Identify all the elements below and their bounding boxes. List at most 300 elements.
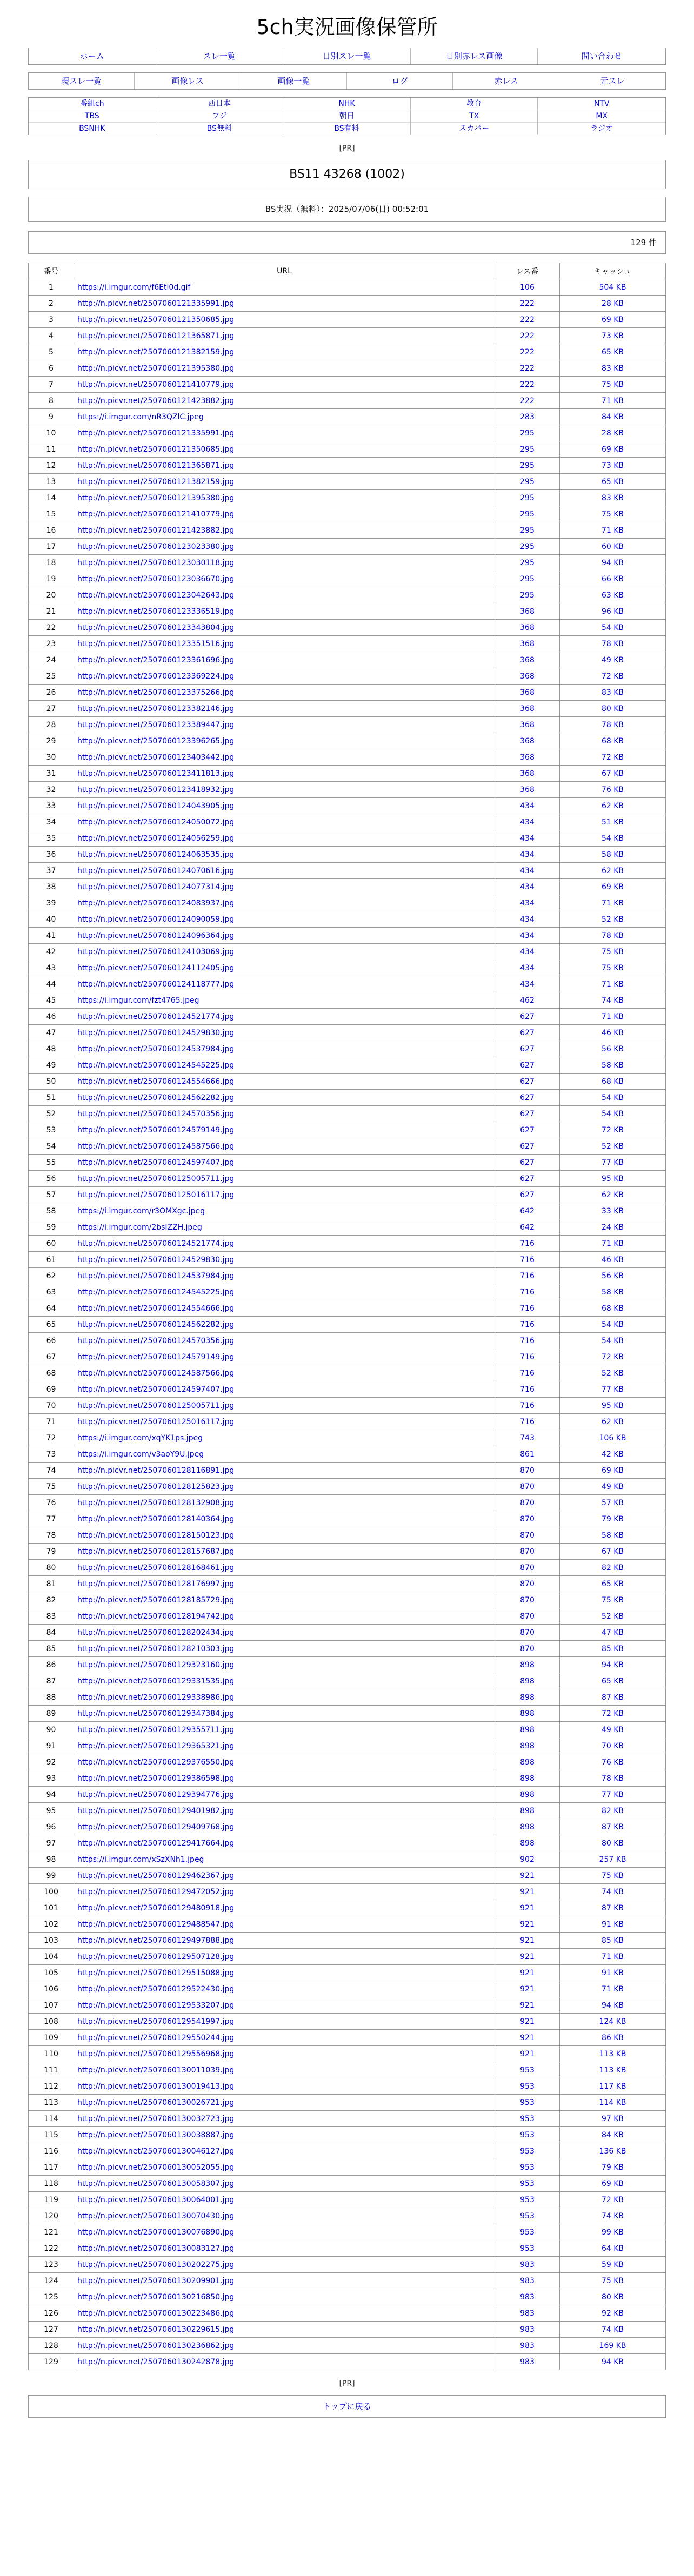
row-url-link[interactable]: http://n.picvr.net/2507060128176997.jpg [77,1579,235,1588]
row-reply-number-link[interactable]: 716 [520,1304,535,1313]
row-cache-link[interactable]: 71 KB [601,980,624,989]
row-reply-number-link[interactable]: 921 [520,1984,535,1994]
back-to-top-link[interactable]: トップに戻る [323,2401,371,2411]
row-reply-number-link[interactable]: 983 [520,2325,535,2334]
row-reply-number-link[interactable]: 222 [520,331,535,340]
row-reply-number-link[interactable]: 295 [520,574,535,583]
row-url-link[interactable]: http://n.picvr.net/2507060129550244.jpg [77,2033,235,2042]
row-cache-link[interactable]: 71 KB [601,526,624,535]
row-cache-link[interactable]: 71 KB [601,1984,624,1994]
row-reply-number-link[interactable]: 295 [520,526,535,535]
row-cache-link[interactable]: 94 KB [601,558,624,567]
row-url-link[interactable]: http://n.picvr.net/2507060121423882.jpg [77,396,235,405]
row-reply-number-link[interactable]: 627 [520,1125,535,1135]
row-cache-link[interactable]: 94 KB [601,1660,624,1669]
row-url-link[interactable]: http://n.picvr.net/2507060130011039.jpg [77,2065,235,2075]
row-url-link[interactable]: http://n.picvr.net/2507060123403442.jpg [77,753,235,762]
channel-item[interactable]: スカパー [411,123,538,135]
row-reply-number-link[interactable]: 627 [520,1044,535,1054]
row-reply-number-link[interactable]: 295 [520,461,535,470]
row-cache-link[interactable]: 72 KB [601,1352,624,1361]
row-url-link[interactable]: http://n.picvr.net/2507060129365321.jpg [77,1741,235,1750]
row-url-link[interactable]: http://n.picvr.net/2507060124056259.jpg [77,834,235,843]
row-reply-number-link[interactable]: 921 [520,2017,535,2026]
row-cache-link[interactable]: 74 KB [601,996,624,1005]
row-cache-link[interactable]: 75 KB [601,1595,624,1605]
row-reply-number-link[interactable]: 716 [520,1255,535,1264]
row-cache-link[interactable]: 74 KB [601,2211,624,2221]
row-reply-number-link[interactable]: 953 [520,2130,535,2139]
row-cache-link[interactable]: 80 KB [601,704,624,713]
row-cache-link[interactable]: 71 KB [601,1012,624,1021]
row-reply-number-link[interactable]: 983 [520,2341,535,2350]
row-cache-link[interactable]: 83 KB [601,493,624,502]
row-reply-number-link[interactable]: 222 [520,396,535,405]
row-url-link[interactable]: https://i.imgur.com/v3aoY9U.jpeg [77,1450,204,1459]
row-url-link[interactable]: http://n.picvr.net/2507060129556968.jpg [77,2049,235,2058]
row-reply-number-link[interactable]: 898 [520,1693,535,1702]
row-reply-number-link[interactable]: 434 [520,947,535,956]
row-reply-number-link[interactable]: 627 [520,1109,535,1118]
row-reply-number-link[interactable]: 434 [520,817,535,827]
row-url-link[interactable]: http://n.picvr.net/2507060123351516.jpg [77,639,235,648]
row-cache-link[interactable]: 71 KB [601,1239,624,1248]
row-reply-number-link[interactable]: 368 [520,769,535,778]
row-cache-link[interactable]: 65 KB [601,477,624,486]
row-reply-number-link[interactable]: 222 [520,380,535,389]
nav-red-replies[interactable]: 赤レス [494,76,518,86]
row-reply-number-link[interactable]: 870 [520,1595,535,1605]
row-url-link[interactable]: http://n.picvr.net/2507060130242878.jpg [77,2357,235,2366]
row-cache-link[interactable]: 56 KB [601,1044,624,1054]
row-reply-number-link[interactable]: 434 [520,980,535,989]
channel-item[interactable]: 教育 [411,98,538,110]
row-cache-link[interactable]: 58 KB [601,1287,624,1297]
row-reply-number-link[interactable]: 870 [520,1612,535,1621]
row-reply-number-link[interactable]: 368 [520,623,535,632]
row-reply-number-link[interactable]: 627 [520,1061,535,1070]
row-reply-number-link[interactable]: 295 [520,558,535,567]
row-url-link[interactable]: http://n.picvr.net/2507060124579149.jpg [77,1352,235,1361]
nav-home[interactable]: ホーム [29,48,156,64]
row-cache-link[interactable]: 57 KB [601,1498,624,1507]
row-cache-link[interactable]: 99 KB [601,2228,624,2237]
row-cache-link[interactable]: 113 KB [599,2065,626,2075]
channel-item[interactable]: フジ [156,110,284,123]
row-reply-number-link[interactable]: 434 [520,915,535,924]
row-reply-number-link[interactable]: 434 [520,882,535,891]
row-cache-link[interactable]: 76 KB [601,1757,624,1767]
row-cache-link[interactable]: 68 KB [601,1077,624,1086]
row-url-link[interactable]: http://n.picvr.net/2507060128185729.jpg [77,1595,235,1605]
row-url-link[interactable]: http://n.picvr.net/2507060129409768.jpg [77,1822,235,1832]
row-url-link[interactable]: http://n.picvr.net/2507060124587566.jpg [77,1369,235,1378]
row-url-link[interactable]: http://n.picvr.net/2507060123382146.jpg [77,704,235,713]
channel-item[interactable]: TX [411,110,538,123]
row-cache-link[interactable]: 54 KB [601,1109,624,1118]
row-reply-number-link[interactable]: 921 [520,2033,535,2042]
row-reply-number-link[interactable]: 627 [520,1012,535,1021]
row-url-link[interactable]: http://n.picvr.net/2507060123389447.jpg [77,720,235,729]
row-cache-link[interactable]: 75 KB [601,947,624,956]
row-cache-link[interactable]: 79 KB [601,2163,624,2172]
nav-daily-red-images[interactable]: 日別赤レス画像 [411,48,538,64]
channel-item[interactable]: 番組ch [29,98,156,110]
row-cache-link[interactable]: 59 KB [601,2260,624,2269]
row-url-link[interactable]: http://n.picvr.net/2507060128140364.jpg [77,1514,235,1524]
row-url-link[interactable]: http://n.picvr.net/2507060130223486.jpg [77,2309,235,2318]
row-url-link[interactable]: http://n.picvr.net/2507060130216850.jpg [77,2292,235,2302]
row-cache-link[interactable]: 75 KB [601,1871,624,1880]
row-reply-number-link[interactable]: 898 [520,1709,535,1718]
row-cache-link[interactable]: 78 KB [601,1774,624,1783]
row-reply-number-link[interactable]: 953 [520,2082,535,2091]
row-reply-number-link[interactable]: 921 [520,2001,535,2010]
row-reply-number-link[interactable]: 434 [520,898,535,908]
row-reply-number-link[interactable]: 743 [520,1433,535,1443]
row-reply-number-link[interactable]: 898 [520,1839,535,1848]
row-reply-number-link[interactable]: 870 [520,1579,535,1588]
row-url-link[interactable]: http://n.picvr.net/2507060124554666.jpg [77,1304,235,1313]
row-cache-link[interactable]: 72 KB [601,753,624,762]
row-url-link[interactable]: http://n.picvr.net/2507060129376550.jpg [77,1757,235,1767]
row-cache-link[interactable]: 69 KB [601,315,624,324]
row-cache-link[interactable]: 69 KB [601,2179,624,2188]
row-cache-link[interactable]: 54 KB [601,623,624,632]
row-url-link[interactable]: http://n.picvr.net/2507060121350685.jpg [77,445,235,454]
row-cache-link[interactable]: 169 KB [599,2341,626,2350]
row-cache-link[interactable]: 95 KB [601,1401,624,1410]
row-url-link[interactable]: http://n.picvr.net/2507060124112405.jpg [77,963,235,972]
row-url-link[interactable]: http://n.picvr.net/2507060124597407.jpg [77,1158,235,1167]
row-reply-number-link[interactable]: 921 [520,1920,535,1929]
row-cache-link[interactable]: 80 KB [601,1839,624,1848]
row-url-link[interactable]: http://n.picvr.net/2507060123030118.jpg [77,558,235,567]
row-url-link[interactable]: http://n.picvr.net/2507060124554666.jpg [77,1077,235,1086]
row-url-link[interactable]: http://n.picvr.net/2507060125005711.jpg [77,1401,235,1410]
row-url-link[interactable]: http://n.picvr.net/2507060125016117.jpg [77,1190,235,1199]
row-url-link[interactable]: http://n.picvr.net/2507060121382159.jpg [77,477,235,486]
row-url-link[interactable]: https://i.imgur.com/nR3QZlC.jpeg [77,412,204,421]
channel-item[interactable]: BS無料 [156,123,284,135]
row-reply-number-link[interactable]: 921 [520,1887,535,1896]
row-cache-link[interactable]: 72 KB [601,1709,624,1718]
row-reply-number-link[interactable]: 870 [520,1628,535,1637]
row-cache-link[interactable]: 85 KB [601,1936,624,1945]
row-url-link[interactable]: http://n.picvr.net/2507060124537984.jpg [77,1044,235,1054]
row-url-link[interactable]: http://n.picvr.net/2507060129323160.jpg [77,1660,235,1669]
row-cache-link[interactable]: 62 KB [601,1417,624,1426]
row-cache-link[interactable]: 42 KB [601,1450,624,1459]
row-url-link[interactable]: http://n.picvr.net/2507060124570356.jpg [77,1109,235,1118]
row-reply-number-link[interactable]: 898 [520,1741,535,1750]
row-reply-number-link[interactable]: 295 [520,445,535,454]
row-url-link[interactable]: http://n.picvr.net/2507060121335991.jpg [77,428,235,438]
row-url-link[interactable]: http://n.picvr.net/2507060121335991.jpg [77,299,235,308]
row-reply-number-link[interactable]: 627 [520,1077,535,1086]
row-url-link[interactable]: http://n.picvr.net/2507060121382159.jpg [77,347,235,357]
row-reply-number-link[interactable]: 368 [520,655,535,665]
row-url-link[interactable]: http://n.picvr.net/2507060129522430.jpg [77,1984,235,1994]
row-url-link[interactable]: http://n.picvr.net/2507060124096364.jpg [77,931,235,940]
row-url-link[interactable]: http://n.picvr.net/2507060124562282.jpg [77,1320,235,1329]
row-url-link[interactable]: http://n.picvr.net/2507060129497888.jpg [77,1936,235,1945]
row-url-link[interactable]: https://i.imgur.com/fzt4765.jpeg [77,996,199,1005]
row-cache-link[interactable]: 74 KB [601,1887,624,1896]
row-cache-link[interactable]: 75 KB [601,509,624,519]
row-url-link[interactable]: http://n.picvr.net/2507060124077314.jpg [77,882,235,891]
row-reply-number-link[interactable]: 627 [520,1190,535,1199]
row-cache-link[interactable]: 106 KB [599,1433,626,1443]
row-cache-link[interactable]: 82 KB [601,1563,624,1572]
row-reply-number-link[interactable]: 106 [520,283,535,292]
row-cache-link[interactable]: 68 KB [601,736,624,746]
row-url-link[interactable]: http://n.picvr.net/2507060125005711.jpg [77,1174,235,1183]
row-cache-link[interactable]: 84 KB [601,412,624,421]
row-reply-number-link[interactable]: 368 [520,785,535,794]
row-cache-link[interactable]: 71 KB [601,396,624,405]
row-cache-link[interactable]: 74 KB [601,2325,624,2334]
row-url-link[interactable]: http://n.picvr.net/2507060129355711.jpg [77,1725,235,1734]
row-url-link[interactable]: http://n.picvr.net/2507060123361696.jpg [77,655,235,665]
row-reply-number-link[interactable]: 870 [520,1466,535,1475]
row-cache-link[interactable]: 60 KB [601,542,624,551]
row-url-link[interactable]: http://n.picvr.net/2507060130076890.jpg [77,2228,235,2237]
row-url-link[interactable]: http://n.picvr.net/2507060124597407.jpg [77,1385,235,1394]
channel-item[interactable]: NTV [538,98,665,110]
row-cache-link[interactable]: 77 KB [601,1385,624,1394]
row-url-link[interactable]: http://n.picvr.net/2507060130038887.jpg [77,2130,235,2139]
row-url-link[interactable]: http://n.picvr.net/2507060128157687.jpg [77,1547,235,1556]
row-cache-link[interactable]: 54 KB [601,1320,624,1329]
row-url-link[interactable]: http://n.picvr.net/2507060128125823.jpg [77,1482,235,1491]
row-cache-link[interactable]: 58 KB [601,1531,624,1540]
row-url-link[interactable]: https://i.imgur.com/r3OMXgc.jpeg [77,1206,205,1216]
row-reply-number-link[interactable]: 627 [520,1028,535,1037]
nav-image-list[interactable]: 画像一覧 [241,73,347,89]
row-cache-link[interactable]: 257 KB [599,1855,626,1864]
row-url-link[interactable]: http://n.picvr.net/2507060130058307.jpg [77,2179,235,2188]
channel-item[interactable]: ラジオ [590,124,613,133]
row-url-link[interactable]: http://n.picvr.net/2507060123396265.jpg [77,736,235,746]
row-url-link[interactable]: http://n.picvr.net/2507060128116891.jpg [77,1466,235,1475]
row-reply-number-link[interactable]: 716 [520,1239,535,1248]
row-cache-link[interactable]: 46 KB [601,1028,624,1037]
row-cache-link[interactable]: 66 KB [601,574,624,583]
row-cache-link[interactable]: 113 KB [599,2049,626,2058]
row-reply-number-link[interactable]: 295 [520,493,535,502]
row-reply-number-link[interactable]: 716 [520,1287,535,1297]
row-cache-link[interactable]: 54 KB [601,1093,624,1102]
row-reply-number-link[interactable]: 953 [520,2146,535,2156]
row-reply-number-link[interactable]: 870 [520,1547,535,1556]
row-cache-link[interactable]: 96 KB [601,607,624,616]
channel-item[interactable]: MX [538,110,665,123]
channel-item[interactable]: BS有料 [283,123,411,135]
row-reply-number-link[interactable]: 295 [520,509,535,519]
row-cache-link[interactable]: 78 KB [601,720,624,729]
row-cache-link[interactable]: 72 KB [601,2195,624,2204]
row-cache-link[interactable]: 92 KB [601,2309,624,2318]
row-cache-link[interactable]: 73 KB [601,331,624,340]
row-url-link[interactable]: http://n.picvr.net/2507060123369224.jpg [77,672,235,681]
row-url-link[interactable]: http://n.picvr.net/2507060128194742.jpg [77,1612,235,1621]
row-reply-number-link[interactable]: 716 [520,1369,535,1378]
row-cache-link[interactable]: 75 KB [601,963,624,972]
row-reply-number-link[interactable]: 368 [520,720,535,729]
row-url-link[interactable]: http://n.picvr.net/2507060121365871.jpg [77,331,235,340]
row-url-link[interactable]: http://n.picvr.net/2507060130209901.jpg [77,2276,235,2285]
row-reply-number-link[interactable]: 368 [520,672,535,681]
row-url-link[interactable]: http://n.picvr.net/2507060121423882.jpg [77,526,235,535]
row-url-link[interactable]: http://n.picvr.net/2507060121395380.jpg [77,364,235,373]
row-url-link[interactable]: http://n.picvr.net/2507060124521774.jpg [77,1012,235,1021]
row-reply-number-link[interactable]: 368 [520,753,535,762]
channel-item[interactable]: 朝日 [283,110,411,123]
nav-daily-thread-list[interactable]: 日別スレ一覧 [283,48,411,64]
row-url-link[interactable]: http://n.picvr.net/2507060124050072.jpg [77,817,235,827]
row-cache-link[interactable]: 47 KB [601,1628,624,1637]
row-url-link[interactable]: http://n.picvr.net/2507060130052055.jpg [77,2163,235,2172]
nav-current-threads[interactable]: 現スレ一覧 [29,73,135,89]
row-cache-link[interactable]: 78 KB [601,931,624,940]
row-cache-link[interactable]: 68 KB [601,1304,624,1313]
row-cache-link[interactable]: 52 KB [601,1369,624,1378]
row-reply-number-link[interactable]: 368 [520,607,535,616]
row-url-link[interactable]: https://i.imgur.com/xqYK1ps.jpeg [77,1433,203,1443]
row-reply-number-link[interactable]: 222 [520,299,535,308]
row-reply-number-link[interactable]: 434 [520,866,535,875]
row-reply-number-link[interactable]: 921 [520,1952,535,1961]
row-cache-link[interactable]: 58 KB [601,850,624,859]
row-url-link[interactable]: http://n.picvr.net/2507060121365871.jpg [77,461,235,470]
row-cache-link[interactable]: 49 KB [601,1482,624,1491]
channel-item[interactable]: BSNHK [29,123,156,135]
row-cache-link[interactable]: 62 KB [601,1190,624,1199]
row-reply-number-link[interactable]: 368 [520,736,535,746]
nav-image-replies[interactable]: 画像レス [135,73,241,89]
row-cache-link[interactable]: 64 KB [601,2244,624,2253]
row-url-link[interactable]: http://n.picvr.net/2507060129394776.jpg [77,1790,235,1799]
row-cache-link[interactable]: 70 KB [601,1741,624,1750]
row-reply-number-link[interactable]: 222 [520,315,535,324]
row-reply-number-link[interactable]: 953 [520,2179,535,2188]
row-cache-link[interactable]: 72 KB [601,1125,624,1135]
row-url-link[interactable]: http://n.picvr.net/2507060123336519.jpg [77,607,235,616]
row-url-link[interactable]: http://n.picvr.net/2507060130229615.jpg [77,2325,235,2334]
row-url-link[interactable]: http://n.picvr.net/2507060129533207.jpg [77,2001,235,2010]
row-cache-link[interactable]: 24 KB [601,1223,624,1232]
row-cache-link[interactable]: 94 KB [601,2001,624,2010]
row-cache-link[interactable]: 65 KB [601,1579,624,1588]
row-cache-link[interactable]: 33 KB [601,1206,624,1216]
row-cache-link[interactable]: 71 KB [601,898,624,908]
row-cache-link[interactable]: 124 KB [599,2017,626,2026]
row-cache-link[interactable]: 78 KB [601,639,624,648]
nav-contact[interactable]: 問い合わせ [581,51,622,61]
row-reply-number-link[interactable]: 627 [520,1158,535,1167]
row-url-link[interactable]: http://n.picvr.net/2507060130202275.jpg [77,2260,235,2269]
row-reply-number-link[interactable]: 921 [520,1903,535,1913]
row-reply-number-link[interactable]: 898 [520,1822,535,1832]
row-reply-number-link[interactable]: 898 [520,1676,535,1686]
row-reply-number-link[interactable]: 222 [520,364,535,373]
row-cache-link[interactable]: 28 KB [601,428,624,438]
row-url-link[interactable]: http://n.picvr.net/2507060129480918.jpg [77,1903,235,1913]
row-reply-number-link[interactable]: 983 [520,2276,535,2285]
row-reply-number-link[interactable]: 295 [520,591,535,600]
row-reply-number-link[interactable]: 953 [520,2163,535,2172]
row-reply-number-link[interactable]: 627 [520,1174,535,1183]
row-reply-number-link[interactable]: 921 [520,1871,535,1880]
row-cache-link[interactable]: 54 KB [601,834,624,843]
row-url-link[interactable]: http://n.picvr.net/2507060129338986.jpg [77,1693,235,1702]
row-url-link[interactable]: http://n.picvr.net/2507060125016117.jpg [77,1417,235,1426]
row-url-link[interactable]: http://n.picvr.net/2507060130046127.jpg [77,2146,235,2156]
row-cache-link[interactable]: 67 KB [601,1547,624,1556]
row-reply-number-link[interactable]: 870 [520,1482,535,1491]
row-reply-number-link[interactable]: 983 [520,2292,535,2302]
row-url-link[interactable]: http://n.picvr.net/2507060130032723.jpg [77,2114,235,2123]
row-reply-number-link[interactable]: 870 [520,1514,535,1524]
row-reply-number-link[interactable]: 434 [520,963,535,972]
row-reply-number-link[interactable]: 898 [520,1806,535,1815]
row-cache-link[interactable]: 80 KB [601,2292,624,2302]
row-reply-number-link[interactable]: 716 [520,1417,535,1426]
row-cache-link[interactable]: 87 KB [601,1822,624,1832]
row-url-link[interactable]: http://n.picvr.net/2507060124570356.jpg [77,1336,235,1345]
row-url-link[interactable]: http://n.picvr.net/2507060124562282.jpg [77,1093,235,1102]
row-url-link[interactable]: http://n.picvr.net/2507060128150123.jpg [77,1531,235,1540]
row-cache-link[interactable]: 69 KB [601,882,624,891]
channel-item[interactable]: 西日本 [156,98,284,110]
row-cache-link[interactable]: 504 KB [599,283,626,292]
row-cache-link[interactable]: 91 KB [601,1920,624,1929]
row-cache-link[interactable]: 51 KB [601,817,624,827]
row-url-link[interactable]: http://n.picvr.net/2507060123036670.jpg [77,574,235,583]
row-reply-number-link[interactable]: 983 [520,2357,535,2366]
row-reply-number-link[interactable]: 898 [520,1774,535,1783]
row-url-link[interactable]: http://n.picvr.net/2507060129541997.jpg [77,2017,235,2026]
row-url-link[interactable]: http://n.picvr.net/2507060124043905.jpg [77,801,235,810]
row-cache-link[interactable]: 95 KB [601,1174,624,1183]
row-url-link[interactable]: http://n.picvr.net/2507060124587566.jpg [77,1142,235,1151]
row-cache-link[interactable]: 49 KB [601,1725,624,1734]
row-cache-link[interactable]: 52 KB [601,915,624,924]
row-url-link[interactable]: http://n.picvr.net/2507060129488547.jpg [77,1920,235,1929]
row-cache-link[interactable]: 49 KB [601,655,624,665]
row-reply-number-link[interactable]: 295 [520,477,535,486]
row-reply-number-link[interactable]: 434 [520,801,535,810]
site-title[interactable]: 5ch実況画像保管所 [256,15,438,39]
row-reply-number-link[interactable]: 642 [520,1206,535,1216]
row-reply-number-link[interactable]: 953 [520,2065,535,2075]
row-cache-link[interactable]: 58 KB [601,1061,624,1070]
row-cache-link[interactable]: 46 KB [601,1255,624,1264]
channel-item[interactable]: NHK [283,98,411,110]
row-reply-number-link[interactable]: 368 [520,688,535,697]
row-reply-number-link[interactable]: 368 [520,704,535,713]
row-url-link[interactable]: http://n.picvr.net/2507060121410779.jpg [77,380,235,389]
row-url-link[interactable]: http://n.picvr.net/2507060123042643.jpg [77,591,235,600]
row-cache-link[interactable]: 77 KB [601,1790,624,1799]
row-reply-number-link[interactable]: 870 [520,1531,535,1540]
row-reply-number-link[interactable]: 921 [520,2049,535,2058]
row-cache-link[interactable]: 84 KB [601,2130,624,2139]
row-reply-number-link[interactable]: 953 [520,2211,535,2221]
row-reply-number-link[interactable]: 902 [520,1855,535,1864]
row-url-link[interactable]: http://n.picvr.net/2507060128202434.jpg [77,1628,235,1637]
